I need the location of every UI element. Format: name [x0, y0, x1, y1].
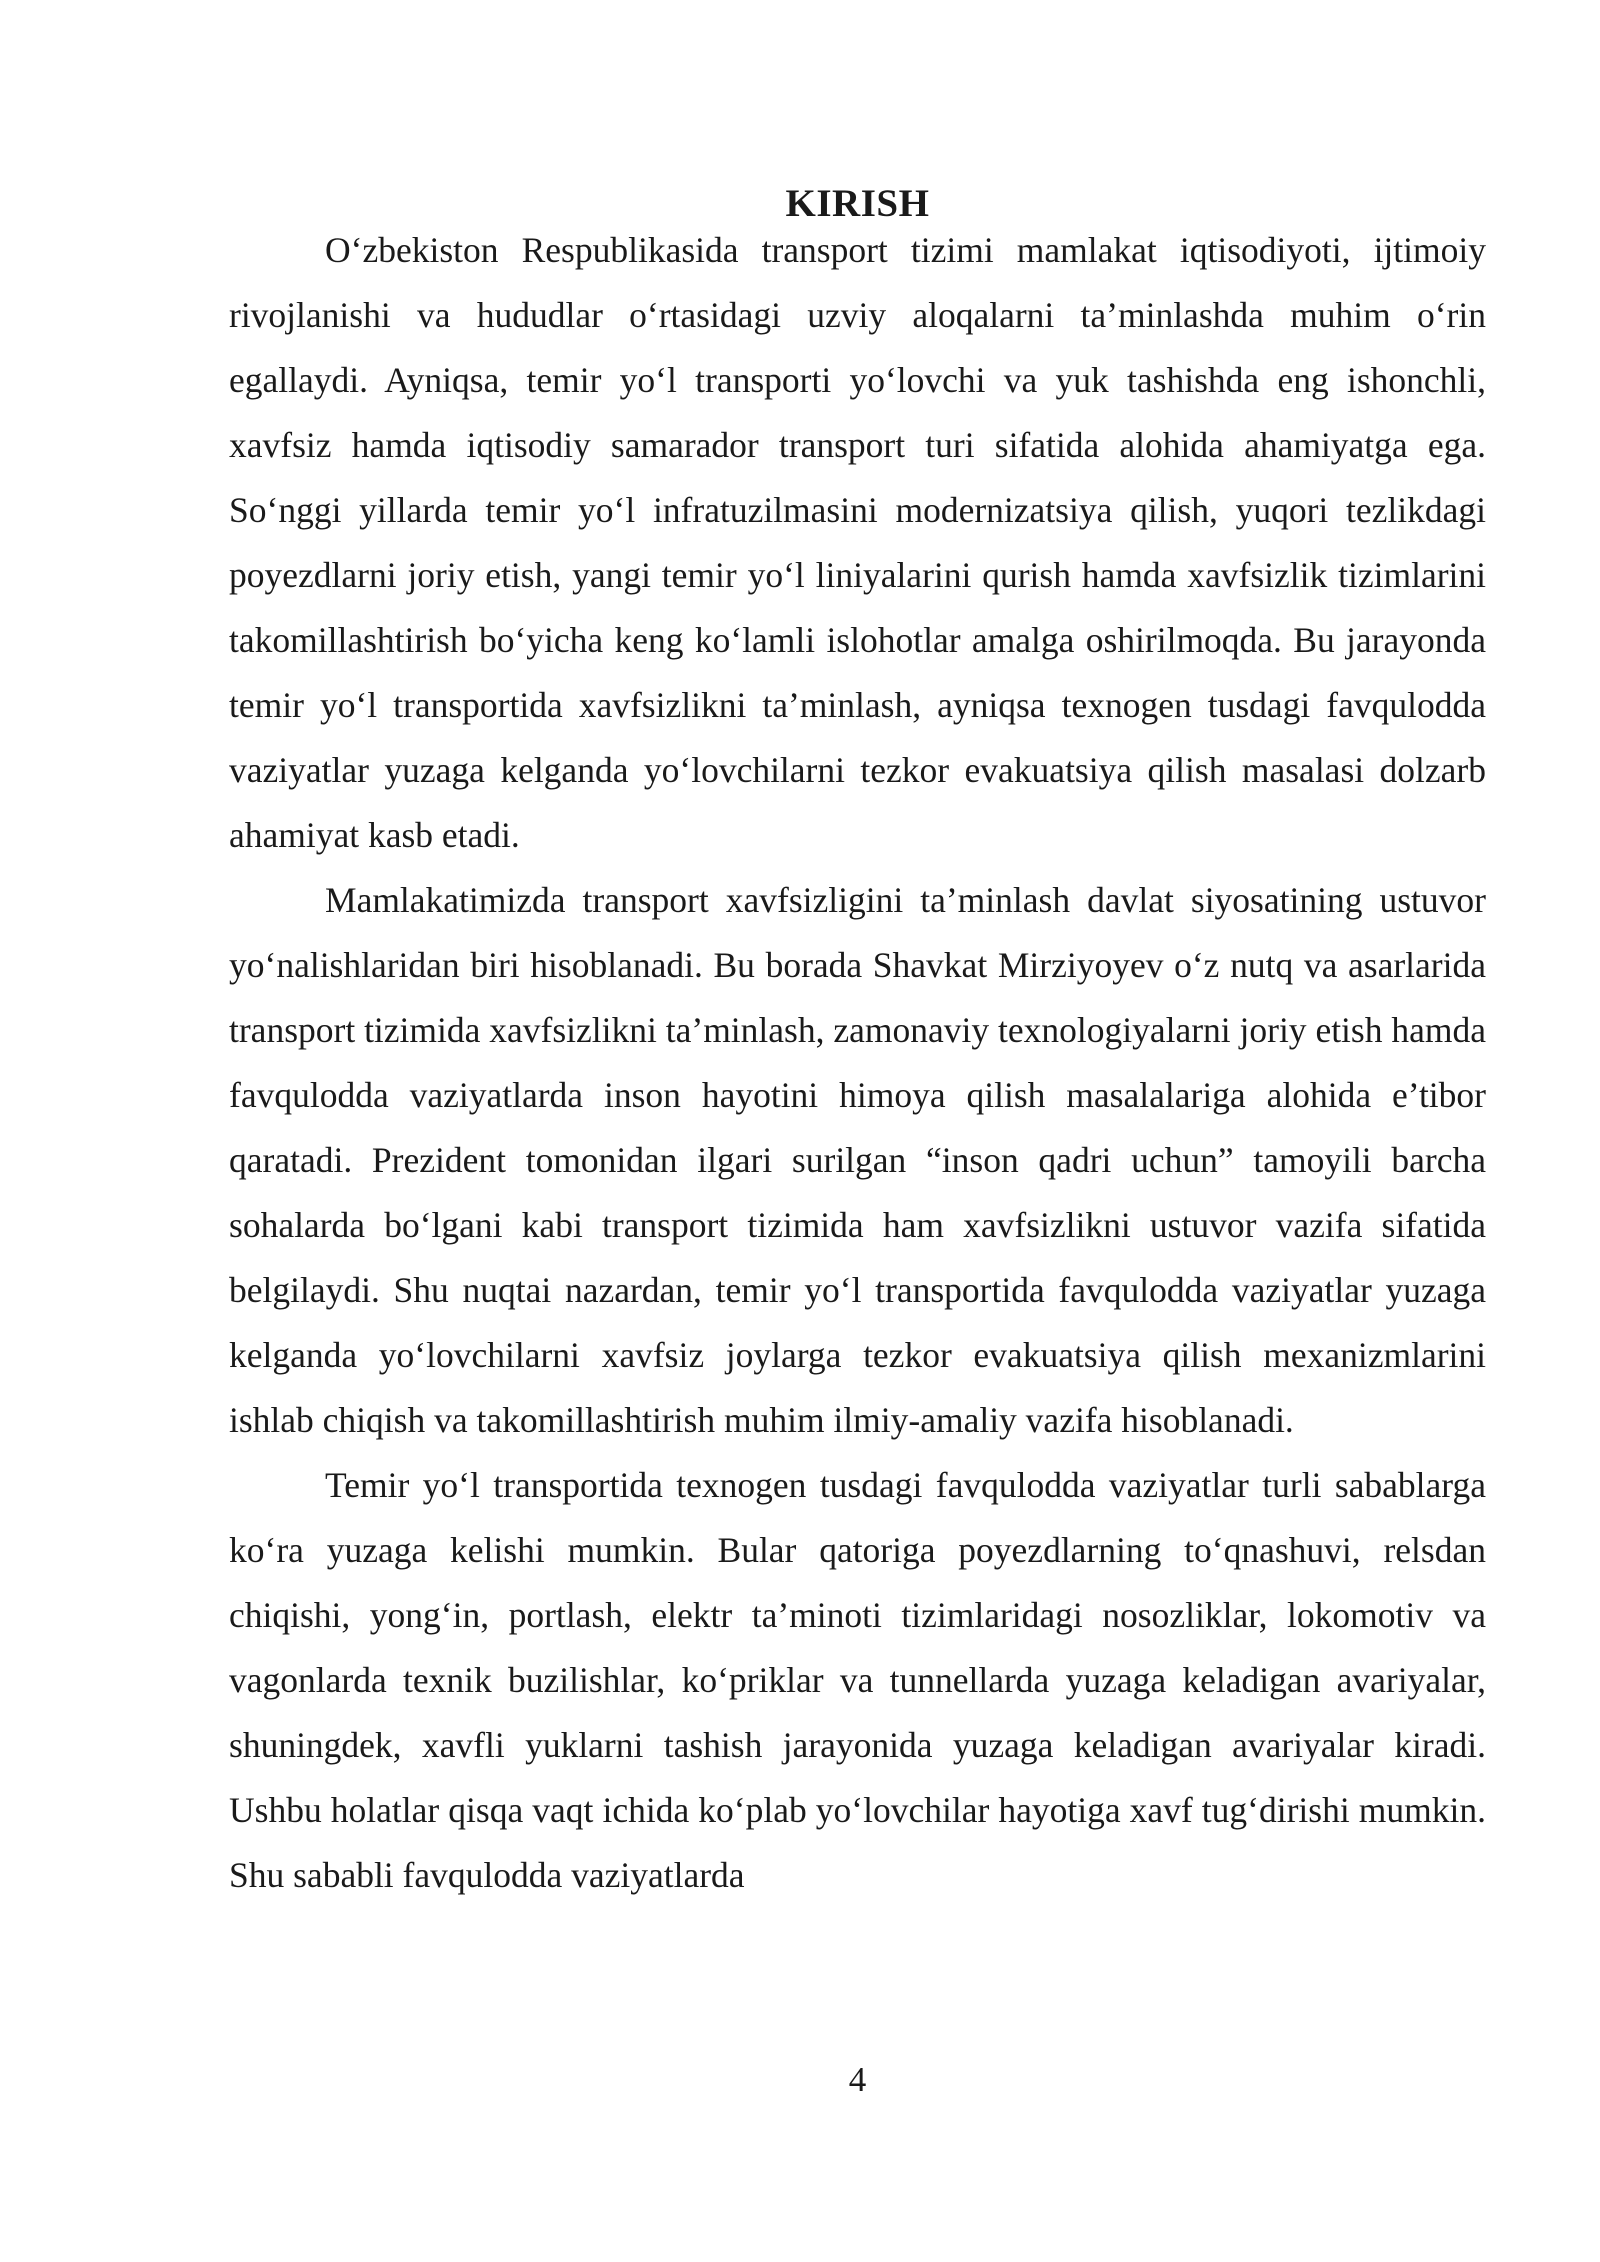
paragraph-2: Mamlakatimizda transport xavfsizligini ta’minlash davlat siyosatining ustuvor yo‘nalishlaridan biri hisoblanadi. Bu borada Shavkat Mirziyoyev o‘z nutq va asarlarida transport tizimida xavfsizlikni ta’minlash, zamonaviy texnologiyalarni joriy etish hamda favqulodda vaziyatlarda inson hayotini himoya qilish masalalariga alohida e’tibor qaratadi. Prezident tomonidan ilgari surilgan “inson qadri uchun” tamoyili barcha sohalarda bo‘lgani kabi transport tizimida ham xavfsizlikni ustuvor vazifa sifatida belgilaydi. Shu nuqtai nazardan, temir yo‘l transportida favqulodda vaziyatlar yuzaga kelganda yo‘lovchilarni xavfsiz joylarga tezkor evakuatsiya qilish mexanizmlarini ishlab chiqish va takomillashtirish muhim ilmiy-amaliy vazifa hisoblanadi. — [229, 880, 1486, 1440]
body-text — [229, 218, 1486, 1908]
paragraph-1: O‘zbekiston Respublikasida transport tizimi mamlakat iqtisodiyoti, ijtimoiy rivojlanishi va hududlar o‘rtasidagi uzviy aloqalarni ta’minlashda muhim o‘rin egallaydi. Ayniqsa, temir yo‘l transporti yo‘lovchi va yuk tashishda eng ishonchli, xavfsiz hamda iqtisodiy samarador transport turi sifatida alohida ahamiyatga ega. So‘nggi yillarda temir yo‘l infratuzilmasini modernizatsiya qilish, yuqori tezlikdagi poyezdlarni joriy etish, yangi temir yo‘l liniyalarini qurish hamda xavfsizlik tizimlarini takomillashtirish bo‘yicha keng ko‘lamli islohotlar amalga oshirilmoqda. Bu jarayonda temir yo‘l transportida xavfsizlikni ta’minlash, ayniqsa texnogen tusdagi favqulodda vaziyatlar yuzaga kelganda yo‘lovchilarni tezkor evakuatsiya qilish masalasi dolzarb ahamiyat kasb etadi. — [229, 230, 1486, 855]
page-number: 4 — [848, 2060, 867, 2099]
paragraph-3: Temir yo‘l transportida texnogen tusdagi favqulodda vaziyatlar turli sabablarga ko‘ra yuzaga kelishi mumkin. Bular qatoriga poyezdlarning to‘qnashuvi, relsdan chiqishi, yong‘in, portlash, elektr ta’minoti tizimlaridagi nosozliklar, lokomotiv va vagonlarda texnik buzilishlar, ko‘priklar va tunnellarda yuzaga keladigan avariyalar, shuningdek, xavfli yuklarni tashish jarayonida yuzaga keladigan avariyalar kiradi. Ushbu holatlar qisqa vaqt ichida ko‘plab yo‘lovchilar hayotiga xavf tug‘dirishi mumkin. Shu sababli favqulodda vaziyatlarda — [229, 1465, 1486, 1895]
section-title: KIRISH — [785, 182, 930, 226]
